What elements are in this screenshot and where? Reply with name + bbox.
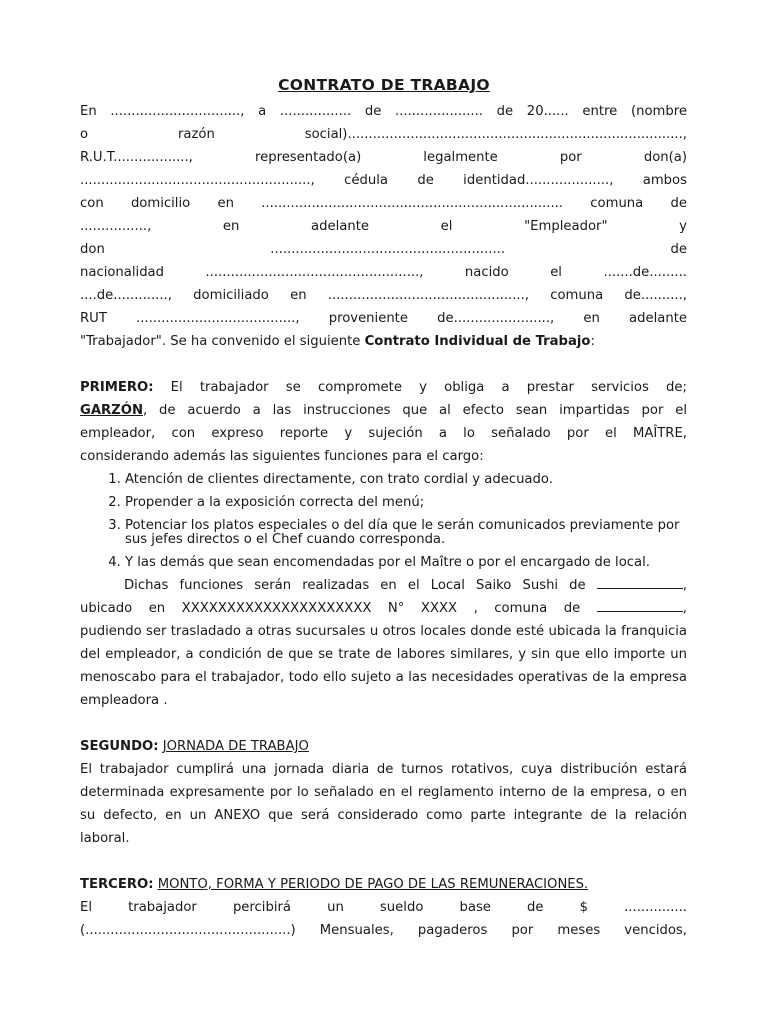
list-item: 1. Atención de clientes directamente, con trato cordial y adecuado. <box>125 468 687 491</box>
clause-line: ubicado en XXXXXXXXXXXXXXXXXXXXX N° XXXX , comuna de , <box>80 601 687 616</box>
intro-line: R.U.T.................., representado(a) legalmente por don(a) <box>80 150 687 165</box>
clause-line: considerando además las siguientes funciones para el cargo: <box>80 449 484 464</box>
clause-text: ubicado en XXXXXXXXXXXXXXXXXXXXX N° XXXX , comuna de <box>80 601 581 616</box>
clause-title: MONTO, FORMA Y PERIODO DE PAGO DE LAS REMUNERACIONES. <box>157 877 589 892</box>
list-item: 3. Potenciar los platos especiales o del día que le serán comunicados previamente por sus jefes directos o el Chef cuando corresponda. <box>125 514 687 551</box>
clause-line <box>80 399 687 422</box>
document-body <box>80 100 687 942</box>
intro-line: nacionalidad ..................................................., nacido el .......de......... <box>80 265 687 280</box>
clause-line <box>80 376 687 399</box>
contract-type: Contrato Individual de Trabajo <box>364 334 591 349</box>
clause-label: TERCERO: <box>80 877 154 892</box>
document-title: CONTRATO DE TRABAJO <box>278 76 490 94</box>
intro-line: En ..............................., a ................. de ..................... de 20...... entre (nombre <box>80 104 687 119</box>
clause-line: (.................................................) Mensuales, pagaderos por meses vencidos, <box>80 923 687 938</box>
clause-segundo <box>80 735 687 850</box>
clause-tercero <box>80 873 687 942</box>
functions-list <box>80 468 687 574</box>
intro-line: ......................................................., cédula de identidad...................., ambos <box>80 173 687 188</box>
clause-line: El trabajador percibirá un sueldo base de $ ............... <box>80 900 687 915</box>
clause-text: , de acuerdo a las instrucciones que al efecto sean impartidas por el <box>143 403 687 418</box>
list-item: 4. Y las demás que sean encomendadas por el Maître o por el encargado de local. <box>125 551 687 574</box>
clause-title: JORNADA DE TRABAJO <box>162 739 309 754</box>
blank-field[interactable] <box>597 577 683 589</box>
clause-text: El trabajador se compromete y obliga a prestar servicios de; <box>153 380 687 395</box>
intro-line <box>80 330 687 353</box>
intro-text: : <box>590 334 595 349</box>
list-item: 2. Propender a la exposición correcta del menú; <box>125 491 687 514</box>
intro-line: RUT ......................................, proveniente de......................., en adelante <box>80 311 687 326</box>
clause-label: SEGUNDO: <box>80 739 159 754</box>
clause-paragraph: pudiendo ser trasladado a otras sucursales u otros locales donde esté ubicada la franquicia del empleador, a condición de que se trate de labores similares, y sin que ello importe un menoscabo para el trabajador, todo ello sujeto a las necesidades operativas de la empresa empleadora . <box>80 624 687 708</box>
clause-heading <box>80 873 687 896</box>
clause-paragraph: El trabajador cumplirá una jornada diaria de turnos rotativos, cuya distribución estará determinada expresamente por lo señalado en el reglamento interno de la empresa, o en su defecto, en un ANEXO que será considerado como parte integrante de la relación laboral. <box>80 762 687 846</box>
intro-line: ....de............., domiciliado en ..............................................., comuna de.........., <box>80 288 687 303</box>
intro-line: ................, en adelante el "Empleador" y <box>80 219 687 234</box>
clause-primero <box>80 376 687 712</box>
blank-field[interactable] <box>597 600 683 612</box>
clause-line: empleador, con expreso reporte y sujeción a lo señalado por el MAÎTRE, <box>80 426 687 441</box>
clause-label: PRIMERO: <box>80 380 154 395</box>
intro-line: don ........................................................ de <box>80 242 687 257</box>
clause-heading <box>80 735 687 758</box>
intro-paragraph <box>80 100 687 353</box>
intro-line: con domicilio en ........................................................................ comuna de <box>80 196 687 211</box>
clause-text: Dichas funciones serán realizadas en el Local Saiko Sushi de <box>124 578 586 593</box>
intro-text: "Trabajador". Se ha convenido el siguiente <box>80 334 365 349</box>
clause-line: Dichas funciones serán realizadas en el Local Saiko Sushi de , <box>124 578 687 593</box>
intro-line: o razón social)................................................................................, <box>80 127 687 142</box>
role-name: GARZÓN <box>80 403 143 418</box>
